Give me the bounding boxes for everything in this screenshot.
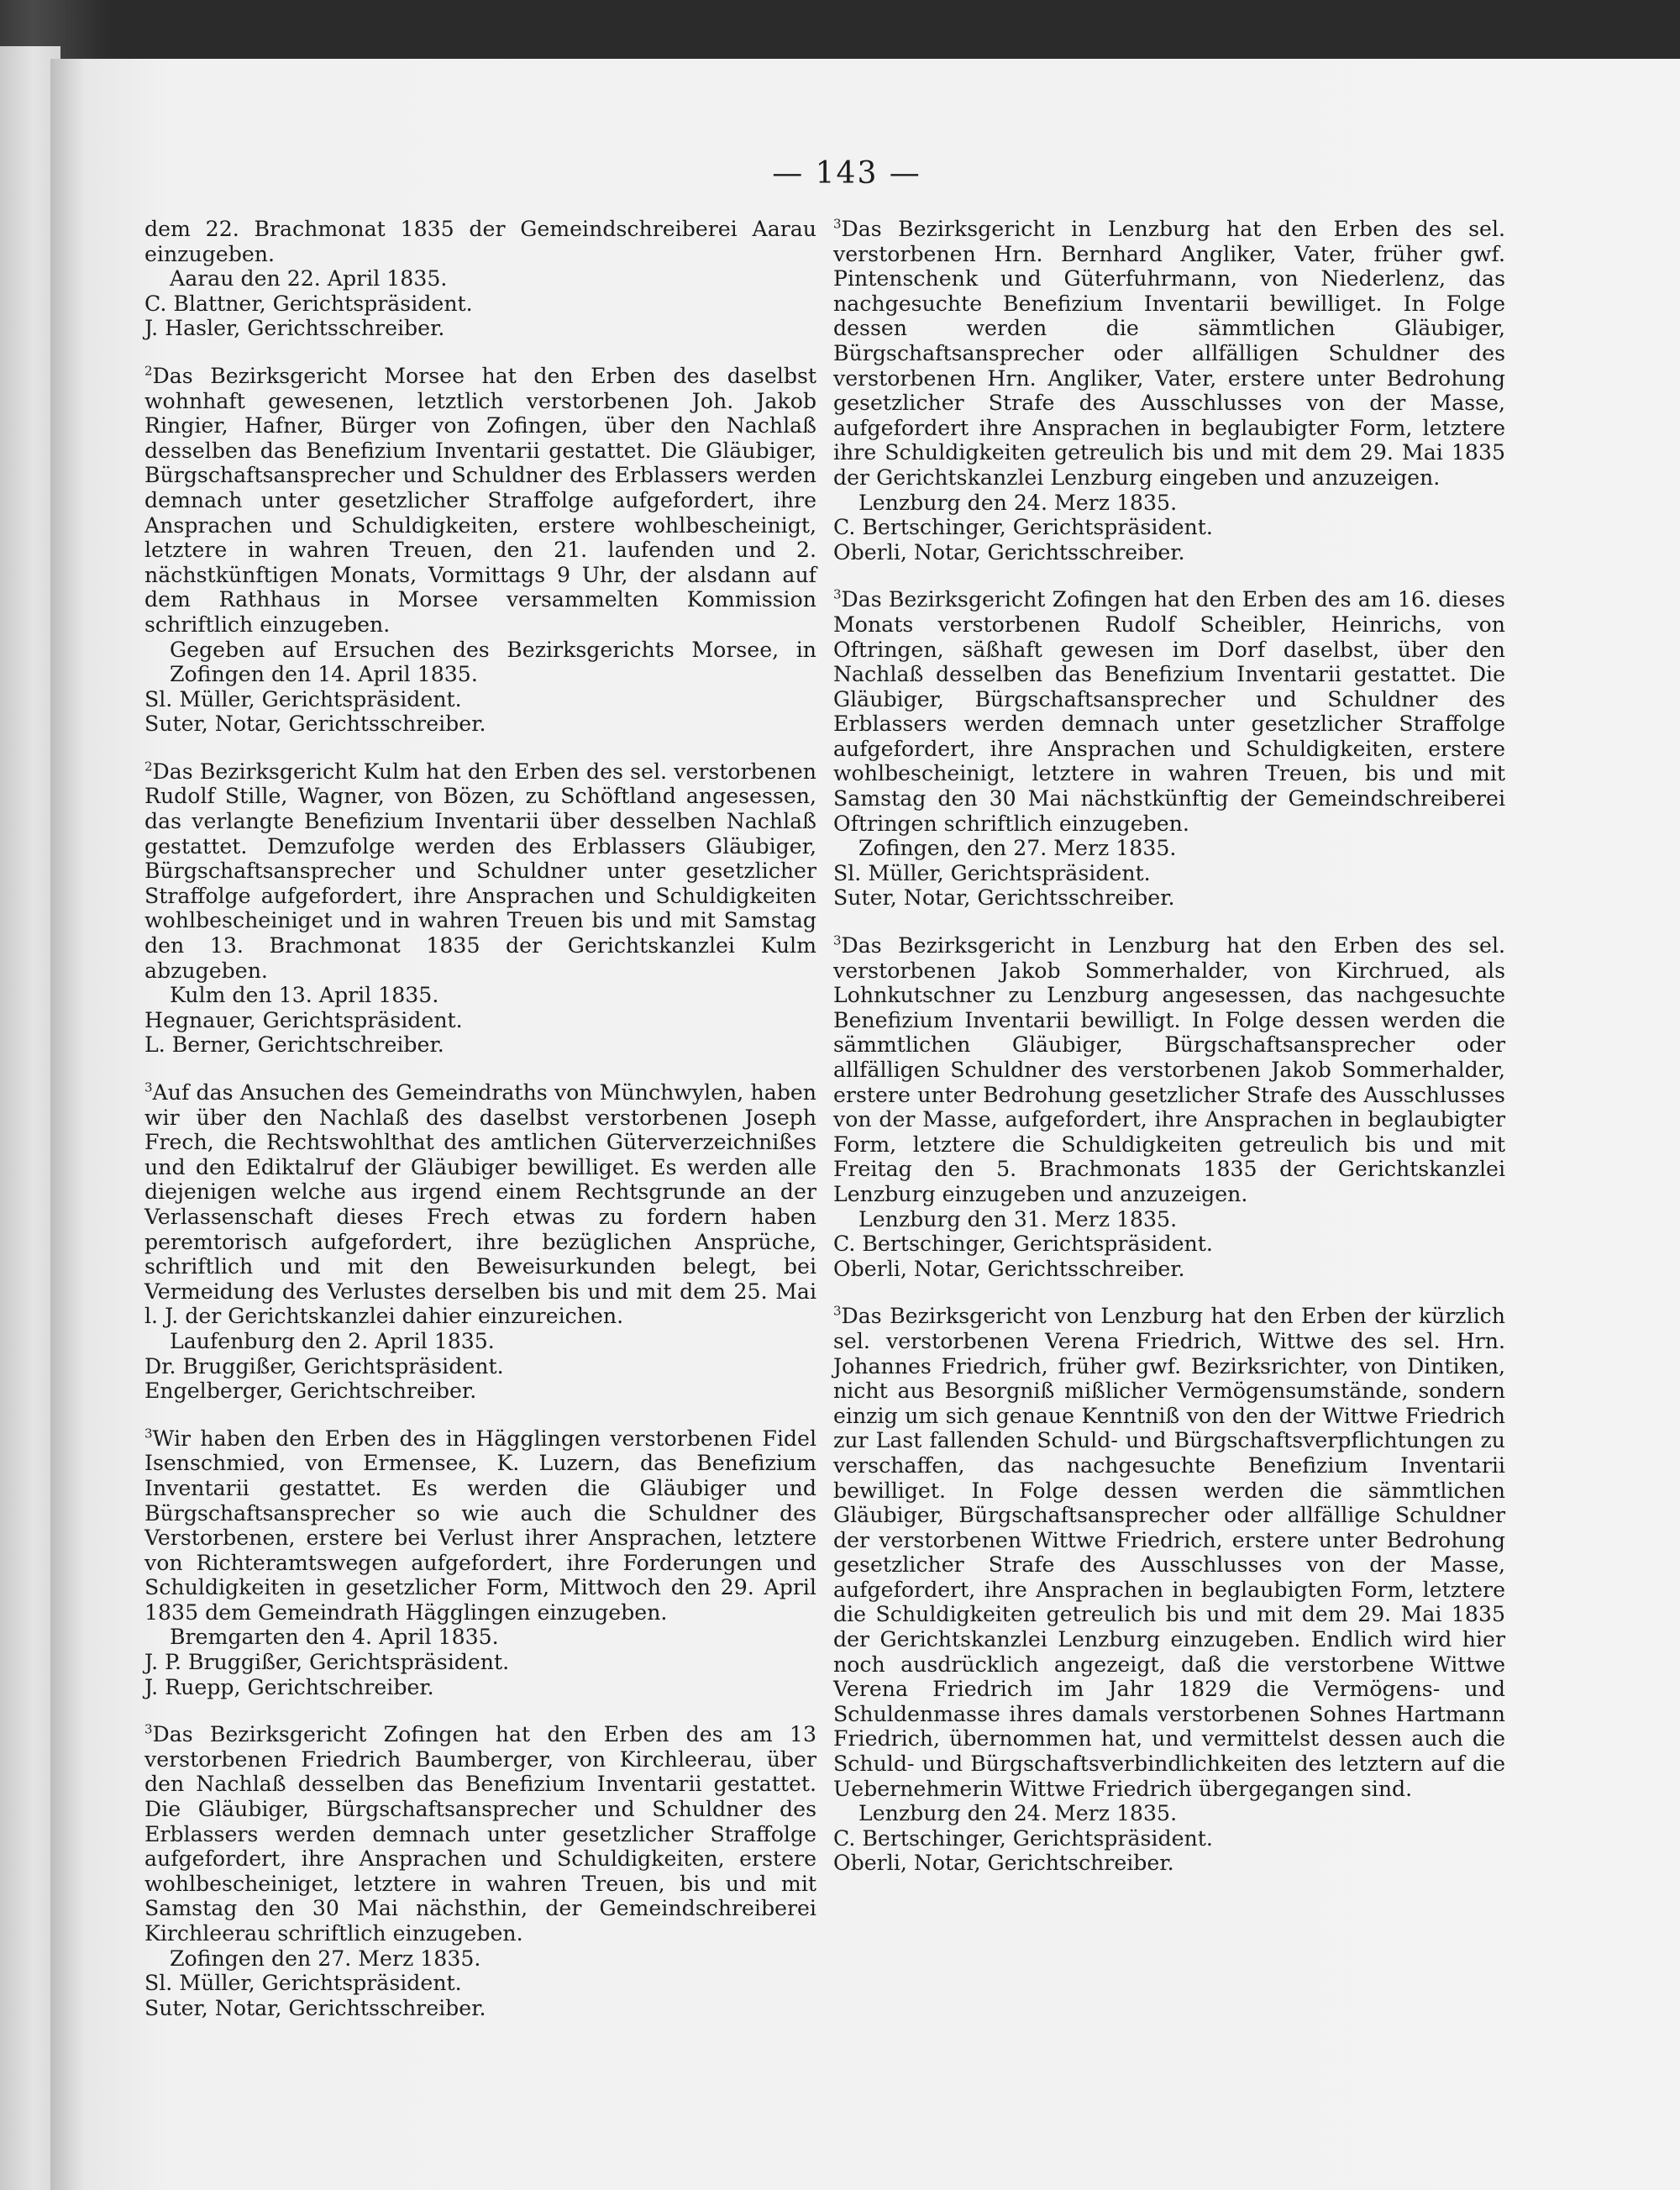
- notice-signature: L. Berner, Gerichtschreiber.: [144, 1032, 444, 1058]
- notice-mark: 3: [833, 1303, 842, 1319]
- notice-date: Lenzburg den 24. Merz 1835.: [858, 490, 1178, 515]
- notice-text: Das Bezirksgericht in Lenzburg hat den Erben des sel. verstorbenen Hrn. Bernhard Angliker, Vater, früher gwf. Pintenschenk und Güterfuhrmann, von Niederlenz, das nachgesuchte Benefizium Inventarii bewilliget. In Folge dessen werden die sämmtlichen Gläubiger, Bürgschaftsansprecher oder allfälligen Schuldner des verstorbenen Hrn. Angliker, Vater, erstere unter Bedrohung gesetzlicher Strafe des Ausschlusses von der Masse, aufgefordert ihre Ansprachen in beglaubigter Form, letztere ihre Schuldigkeiten getreulich bis und mit dem 29. Mai 1835 der Gerichtskanzlei Lenzburg eingeben und anzuzeigen.: [833, 217, 1505, 490]
- notice-mark: 3: [144, 1721, 153, 1737]
- notice-text: Auf das Ansuchen des Gemeindraths von Münchwylen, haben wir über den Nachlaß des daselbst verstorbenen Joseph Frech, die Rechtswohlthat des amtlichen Güterverzeichnißes und den Ediktalruf der Gläubiger bewilliget. Es werden alle diejenigen welche aus irgend einem Rechtsgrunde an der Verlassenschaft dieses Frech etwas zu fordern haben peremtorisch aufgefordert, ihre bezüglichen Ansprüche, schriftlich und mit den Beweisurkunden belegt, bei Vermeidung des Verlustes derselben bis und mit dem 25. Mai l. J. der Gerichtskanzlei dahier einzureichen.: [144, 1080, 816, 1329]
- notice-body: [833, 1304, 1505, 1801]
- notice: [833, 587, 1505, 911]
- notice-body: [144, 1722, 816, 1946]
- notice-signature: C. Bertschinger, Gerichtspräsident.: [833, 1825, 1213, 1851]
- notice-signature: Suter, Notar, Gerichtsschreiber.: [144, 1995, 486, 2020]
- notice-mark: 3: [833, 216, 842, 232]
- notice-date: Gegeben auf Ersuchen des Bezirksgerichts Morsee, in Zofingen den 14. April 1835.: [170, 637, 816, 687]
- notice-date: Lenzburg den 31. Merz 1835.: [858, 1206, 1178, 1232]
- notice-date: Zofingen den 27. Merz 1835.: [170, 1946, 481, 1971]
- notice-mark: 3: [833, 932, 842, 948]
- notice-signature: Sl. Müller, Gerichtspräsident.: [144, 1971, 462, 1996]
- notice-signature: J. P. Bruggißer, Gerichtspräsident.: [144, 1650, 510, 1675]
- notice-text: Das Bezirksgericht Kulm hat den Erben des sel. verstorbenen Rudolf Stille, Wagner, von Bözen, zu Schöftland angesessen, das verlangte Benefizium Inventarii über desselben Nachlaß gestattet. Demzufolge werden des Erblassers Gläubiger, Bürgschaftsansprecher und Schuldner unter gesetzlicher Straffolge aufgefordert, ihre Ansprachen und Schuldigkeiten wohlbescheiniget und in wahren Treuen bis und mit Samstag den 13. Brachmonat 1835 der Gerichtskanzlei Kulm abzugeben.: [144, 759, 816, 983]
- notice-text: dem 22. Brachmonat 1835 der Gemeindschreiberei Aarau einzugeben.: [144, 217, 816, 266]
- notice-text: Das Bezirksgericht in Lenzburg hat den Erben des sel. verstorbenen Jakob Sommerhalder, von Kirchrued, als Lohnkutschner zu Lenzburg angesessen, das nachgesuchte Benefizium Inventarii bewilligt. In Folge dessen werden die sämmtlichen Gläubiger, Bürgschaftsansprecher oder allfälligen Schuldner des verstorbenen Jakob Sommerhalder, erstere unter Bedrohung gesetzlicher Strafe des Ausschlusses von der Masse, aufgefordert, ihre Ansprachen in beglaubigter Form, letztere die Schuldigkeiten getreulich bis und mit Freitag den 5. Brachmonats 1835 der Gerichtskanzlei Lenzburg einzugeben und anzuzeigen.: [833, 933, 1505, 1206]
- notice-mark: 3: [144, 1426, 153, 1442]
- notice-body: [833, 933, 1505, 1207]
- notice-text: Das Bezirksgericht Zofingen hat den Erben des am 16. dieses Monats verstorbenen Rudolf Scheibler, Heinrichs, von Oftringen, säßhaft gewesen im Dorf daselbst, über den Nachlaß desselben das Benefizium Inventarii gestattet. Die Gläubiger, Bürgschaftsansprecher und Schuldner des Erblassers werden demnach unter gesetzlicher Straffolge aufgefordert, ihre Ansprachen und Schuldigkeiten, erstere wohlbescheinigt, letztere in wahren Treuen, bis und mit Samstag den 30 Mai nächstkünftig der Gemeindschreiberei Oftringen schriftlich einzugeben.: [833, 587, 1505, 836]
- notice: [833, 1304, 1505, 1876]
- notice-body: [833, 217, 1505, 491]
- notice-mark: 2: [144, 363, 153, 379]
- page-number: — 143 —: [772, 156, 921, 191]
- notice-date: Laufenburg den 2. April 1835.: [170, 1328, 495, 1353]
- notice-mark: 2: [144, 759, 153, 775]
- notice: [144, 759, 816, 1058]
- notice-signature: Sl. Müller, Gerichtspräsident.: [144, 686, 462, 712]
- notice: [833, 217, 1505, 565]
- notice-body: [144, 759, 816, 983]
- notice-signature: Sl. Müller, Gerichtspräsident.: [833, 860, 1151, 885]
- notice-mark: 3: [144, 1079, 153, 1095]
- left-column: [144, 217, 816, 2043]
- notice-text: Das Bezirksgericht von Lenzburg hat den Erben der kürzlich sel. verstorbenen Verena Friedrich, Wittwe des sel. Hrn. Johannes Friedrich, früher gwf. Bezirksrichter, von Dintiken, nicht aus Besorgniß mißlicher Vermögensumstände, sondern einzig um sich genaue Kenntniß von den der Wittwe Friedrich zur Last fallenden Schuld- und Bürgschaftsverpflichtungen zu verschaffen, das nachgesuchte Benefizium Inventarii bewilliget. In Folge dessen werden die sämmtlichen Gläubiger, Bürgschaftsansprecher oder allfällige Schuldner der verstorbenen Wittwe Friedrich, erstere unter Bedrohung gesetzlicher Strafe des Ausschlusses von der Masse, aufgefordert, ihre Ansprachen in beglaubigten Form, letztere die Schuldigkeiten getreulich bis und mit dem 29. Mai 1835 der Gerichtskanzlei Lenzburg einzugeben. Endlich wird hier noch ausdrücklich angezeigt, daß die verstorbene Wittwe Verena Friedrich im Jahr 1829 die Vermögens- und Schuldenmasse ihres damals verstorbenen Sohnes Hartmann Friedrich, übernommen hat, und vermittelst dessen auch die Schuld- und Bürgschaftsverbindlichkeiten des letztern auf die Uebernehmerin Wittwe Friedrich übergegangen sind.: [833, 1304, 1505, 1801]
- notice-signature: Engelberger, Gerichtschreiber.: [144, 1379, 477, 1404]
- notice-body: [144, 217, 816, 266]
- notice-signature: J. Ruepp, Gerichtschreiber.: [144, 1674, 434, 1699]
- notice-signature: Oberli, Notar, Gerichtsschreiber.: [833, 1256, 1185, 1281]
- notice-signature: C. Bertschinger, Gerichtspräsident.: [833, 1232, 1213, 1257]
- notice-date: Aarau den 22. April 1835.: [170, 266, 448, 291]
- notice-body: [144, 364, 816, 638]
- notice-body: [833, 587, 1505, 836]
- notice-signature: Hegnauer, Gerichtspräsident.: [144, 1007, 463, 1032]
- notice-mark: 3: [833, 586, 842, 602]
- notice-body: [144, 1426, 816, 1625]
- notice-body: [144, 1080, 816, 1329]
- notice-signature: C. Blattner, Gerichtspräsident.: [144, 291, 473, 316]
- notice-signature: Suter, Notar, Gerichtsschreiber.: [144, 712, 486, 737]
- notice-text: Das Bezirksgericht Morsee hat den Erben des daselbst wohnhaft gewesenen, letztlich verstorbenen Joh. Jakob Ringier, Hafner, Bürger von Zofingen, über den Nachlaß desselben das Benefizium Inventarii gestattet. Die Gläubiger, Bürgschaftsansprecher und Schuldner des Erblassers werden demnach unter gesetzlicher Straffolge aufgefordert, ihre Ansprachen und Schuldigkeiten, erstere wohlbescheinigt, letztere in wahren Treuen, den 21. laufenden und 2. nächstkünftigen Monats, Vormittags 9 Uhr, der alsdann auf dem Rathhaus in Morsee versammelten Kommission schriftlich einzugeben.: [144, 363, 816, 637]
- notice: [144, 1426, 816, 1700]
- notice: [833, 933, 1505, 1281]
- notice: [144, 1722, 816, 2020]
- notice-date: Bremgarten den 4. April 1835.: [170, 1625, 499, 1650]
- notice-signature: Oberli, Notar, Gerichtschreiber.: [833, 1851, 1174, 1876]
- right-column: [833, 217, 1505, 1899]
- notice-text: Wir haben den Erben des in Hägglingen verstorbenen Fidel Isenschmied, von Ermensee, K. Luzern, das Benefizium Inventarii gestattet. Es werden die Gläubiger und Bürgschaftsansprecher so wie auch die Schuldner des Verstorbenen, erstere bei Verlust ihrer Ansprachen, letztere von Richteramtswegen aufgefordert, ihre Forderungen und Schuldigkeiten in gesetzlicher Form, Mittwoch den 29. April 1835 dem Gemeindrath Hägglingen einzugeben.: [144, 1426, 816, 1625]
- notice: [144, 1080, 816, 1404]
- notice-signature: C. Bertschinger, Gerichtspräsident.: [833, 515, 1213, 540]
- notice-date: Zofingen, den 27. Merz 1835.: [858, 836, 1177, 861]
- notice: [144, 364, 816, 737]
- notice-signature: Suter, Notar, Gerichtsschreiber.: [833, 885, 1175, 911]
- notice-date: Kulm den 13. April 1835.: [170, 983, 439, 1008]
- notice-signature: Oberli, Notar, Gerichtsschreiber.: [833, 539, 1185, 565]
- notice-signature: J. Hasler, Gerichtsschreiber.: [144, 316, 445, 341]
- notice: [144, 217, 816, 341]
- notice-signature: Dr. Bruggißer, Gerichtspräsident.: [144, 1353, 504, 1379]
- notice-text: Das Bezirksgericht Zofingen hat den Erben des am 13 verstorbenen Friedrich Baumberger, von Kirchleerau, über den Nachlaß desselben das Benefizium Inventarii gestattet. Die Gläubiger, Bürgschaftsansprecher und Schuldner des Erblassers werden demnach unter gesetzlicher Straffolge aufgefordert, ihre Ansprachen und Schuldigkeiten, erstere wohlbescheiniget, letztere in wahren Treuen, bis und mit Samstag den 30 Mai nächsthin, der Gemeindschreiberei Kirchleerau schriftlich einzugeben.: [144, 1722, 816, 1946]
- notice-date: Lenzburg den 24. Merz 1835.: [858, 1801, 1178, 1826]
